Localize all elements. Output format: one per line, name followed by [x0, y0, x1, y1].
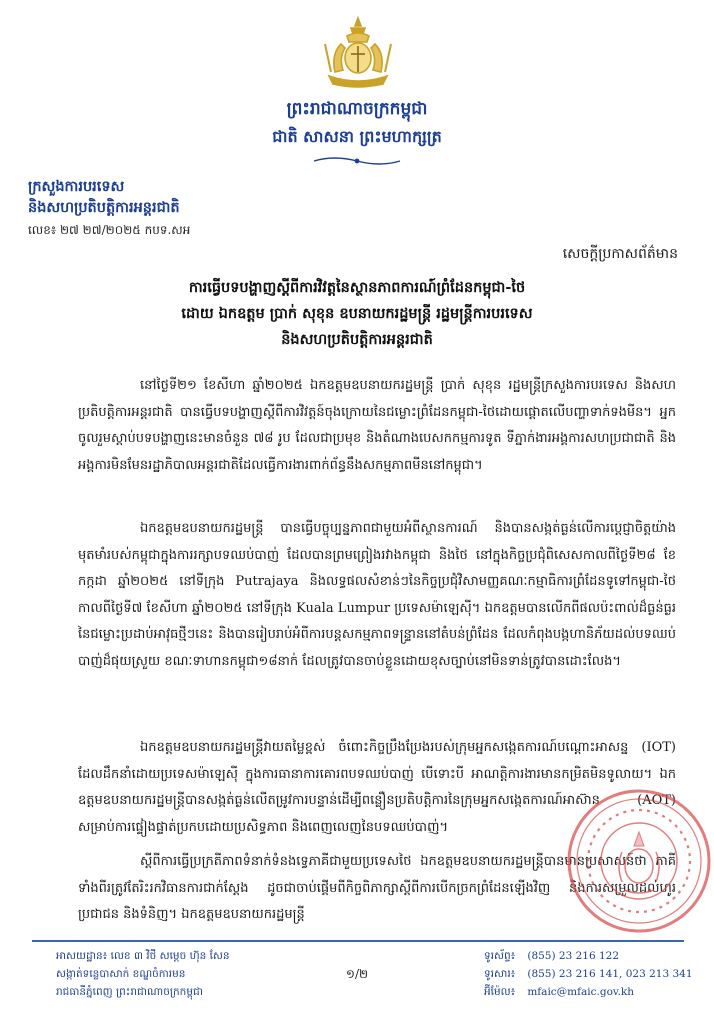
national-motto: ជាតិ សាសនា ព្រះមហាក្សត្រ — [272, 127, 442, 146]
footer-email — [484, 984, 634, 1001]
title-line3: និងសហប្រតិបត្តិការអន្តរជាតិ — [281, 331, 433, 348]
footer-address-line1: អាសយដ្ឋាន៖ លេខ ៣ វិថី សម្តេច ហ៊ុន សែន — [56, 950, 230, 962]
document-type: សេចក្តីប្រកាសព័ត៌មាន — [562, 246, 678, 262]
fax-value: (855) 23 216 141, 023 213 341 — [527, 968, 693, 980]
body-paragraph-3: ឯកឧត្តមឧបនាយករដ្ឋមន្ត្រីវាយតម្លៃខ្ពស់ ចំពោះកិច្ចប្រឹងប្រែងរបស់ក្រុមអ្នកសង្កេតការណ៍បណ្តោះអាសន្ន (IOT) ដែលដឹកនាំដោយប្រទេសម៉ាឡេស៊ី ក្នុងការធានាការគោរពបទឈប់បាញ់ បើទោះបី អាណត្តិការងារមានកម្រិតមិនទូលាយ។ ឯកឧត្តមឧបនាយករដ្ឋមន្ត្រីបានសង្កត់ធ្ងន់លើតម្រូវការបន្ទាន់ដើម្បីពន្លឿនប្រតិបត្តិការនៃក្រុមអ្នកសង្កេតការណ៍អាស៊ាន (AOT) សម្រាប់ការផ្ទៀងផ្ទាត់ប្រកបដោយប្រសិទ្ធភាព និងពេញលេញនៃបទឈប់បាញ់។ — [78, 740, 676, 835]
fax-label: ទូរសារ៖ — [484, 968, 516, 980]
title-line1: ការធ្វើបទបង្ហាញស្តីពីការវិវត្តនៃស្ថានភាពការណ៍ព្រំដែនកម្ពុជា-ថៃ — [188, 279, 526, 296]
footer-address-line3: រាជធានីភ្នំពេញ ព្រះរាជាណាចក្រកម្ពុជា — [56, 986, 203, 998]
ornament-divider-icon — [312, 152, 402, 164]
reference-number: លេខ៖ ២៧ ២៧/២០២៥ កបទ.សអ — [28, 223, 191, 237]
footer-fax — [484, 966, 693, 983]
page-number: ១/២ — [345, 967, 369, 981]
footer-address-line2: សង្កាត់ទន្លេបាសាក់ ខណ្ឌចំការមន — [56, 968, 186, 980]
kingdom-name: ព្រះរាជាណាចក្រកម្ពុជា — [286, 99, 428, 119]
telephone-value: (855) 23 216 122 — [527, 950, 620, 962]
email-value[interactable]: mfaic@mfaic.gov.kh — [527, 986, 635, 998]
title-line2: ដោយ ឯកឧត្តម ប្រាក់ សុខុន ឧបនាយករដ្ឋមន្ត្រី រដ្ឋមន្ត្រីការបរទេស — [181, 305, 533, 322]
official-seal-icon — [564, 786, 714, 936]
telephone-label: ទូរស័ព្ទ៖ — [484, 950, 516, 962]
body-paragraph-4: ស្តីពីការធ្វើប្រក្រតីភាពទំនាក់ទំនងទ្វេភាគីជាមួយប្រទេសថៃ ឯកឧត្តមឧបនាយករដ្ឋមន្ត្រីបានមានប្រសាសន៍ថា ភាគីទាំងពីរត្រូវតែរិះរកវិធានការជាក់ស្តែង ដូចជាចាប់ផ្តើមពីកិច្ចពិភាក្សាស្តីពីការបើកច្រកព្រំដែនឡើងវិញ និងការសម្រួលដល់ហូរប្រជាជន និងទំនិញ។ ឯកឧត្តមឧបនាយករដ្ឋមន្ត្រី — [78, 854, 676, 922]
email-label: អ៊ីម៉ែល៖ — [484, 986, 516, 998]
footer-telephone — [484, 948, 619, 965]
body-paragraph-2: ឯកឧត្តមឧបនាយករដ្ឋមន្ត្រី បានធ្វើបច្ចុប្បន្នភាពជាមួយអំពីស្ថានការណ៍ និងបានសង្កត់ធ្ងន់លើការប្តេជ្ញាចិត្តយ៉ាងមុតមាំរបស់កម្ពុជាក្នុងការរក្សាបទឈប់បាញ់ ដែលបានព្រមព្រៀងរវាងកម្ពុជា និងថៃ នៅក្នុងកិច្ចប្រជុំពិសេសកាលពីថ្ងៃទី២៨ ខែកក្កដា ឆ្នាំ២០២៥ នៅទីក្រុង Putrajaya និងលទ្ធផលសំខាន់ៗនៃកិច្ចប្រជុំវិសាមញ្ញគណៈកម្មាធិការព្រំដែនទូទៅកម្ពុជា-ថៃ កាលពីថ្ងៃទី៧ ខែសីហា ឆ្នាំ២០២៥ នៅទីក្រុង Kuala Lumpur ប្រទេសម៉ាឡេស៊ី។ ឯកឧត្តមបានលើកពីផលប៉ះពាល់ដ៏ធ្ងន់ធ្ងរនៃជម្លោះប្រដាប់អាវុធថ្មីៗនេះ និងបានរៀបរាប់អំពីការបន្តសកម្មភាពទន្ទ្រាននៅតំបន់ព្រំដែន ដែលកំពុងបង្កហានិភ័យដល់បទឈប់បាញ់ដ៏ផុយស្រួយ ខណៈទាហានកម្ពុជា១៨នាក់ ដែលត្រូវបានចាប់ខ្លួនដោយខុសច្បាប់នៅមិនទាន់ត្រូវបានដោះលែង។ — [78, 521, 676, 669]
body-paragraph-1: នៅថ្ងៃទី២១ ខែសីហា ឆ្នាំ២០២៥ ឯកឧត្តមឧបនាយករដ្ឋមន្ត្រី ប្រាក់ សុខុន រដ្ឋមន្ត្រីក្រសួងការបរទេស និងសហប្រតិបត្តិការអន្តរជាតិ បានធ្វើបទបង្ហាញស្តីពីការវិវត្តន៍ចុងក្រោយនៃជម្លោះព្រំដែនកម្ពុជា-ថៃដោយផ្តោតលើបញ្ហាទាក់ទងមីន។ អ្នកចូលរួមស្តាប់បទបង្ហាញនេះមានចំនួន ៧៨ រូប ដែលជាប្រមុខ និងតំណាងបេសកកម្មការទូត ទីភ្នាក់ងារអង្គការសហប្រជាជាតិ និងអង្គការមិនមែនរដ្ឋាភិបាលអន្តរជាតិដែលធ្វើការងារពាក់ព័ន្ធនឹងសកម្មភាពមីននៅកម្ពុជា។ — [78, 378, 676, 473]
royal-emblem-icon — [317, 14, 399, 90]
ministry-name-line2: និងសហប្រតិបត្តិការអន្តរជាតិ — [28, 199, 180, 216]
footer-divider — [32, 940, 684, 942]
ministry-name-line1: ក្រសួងការបរទេស — [28, 178, 125, 195]
